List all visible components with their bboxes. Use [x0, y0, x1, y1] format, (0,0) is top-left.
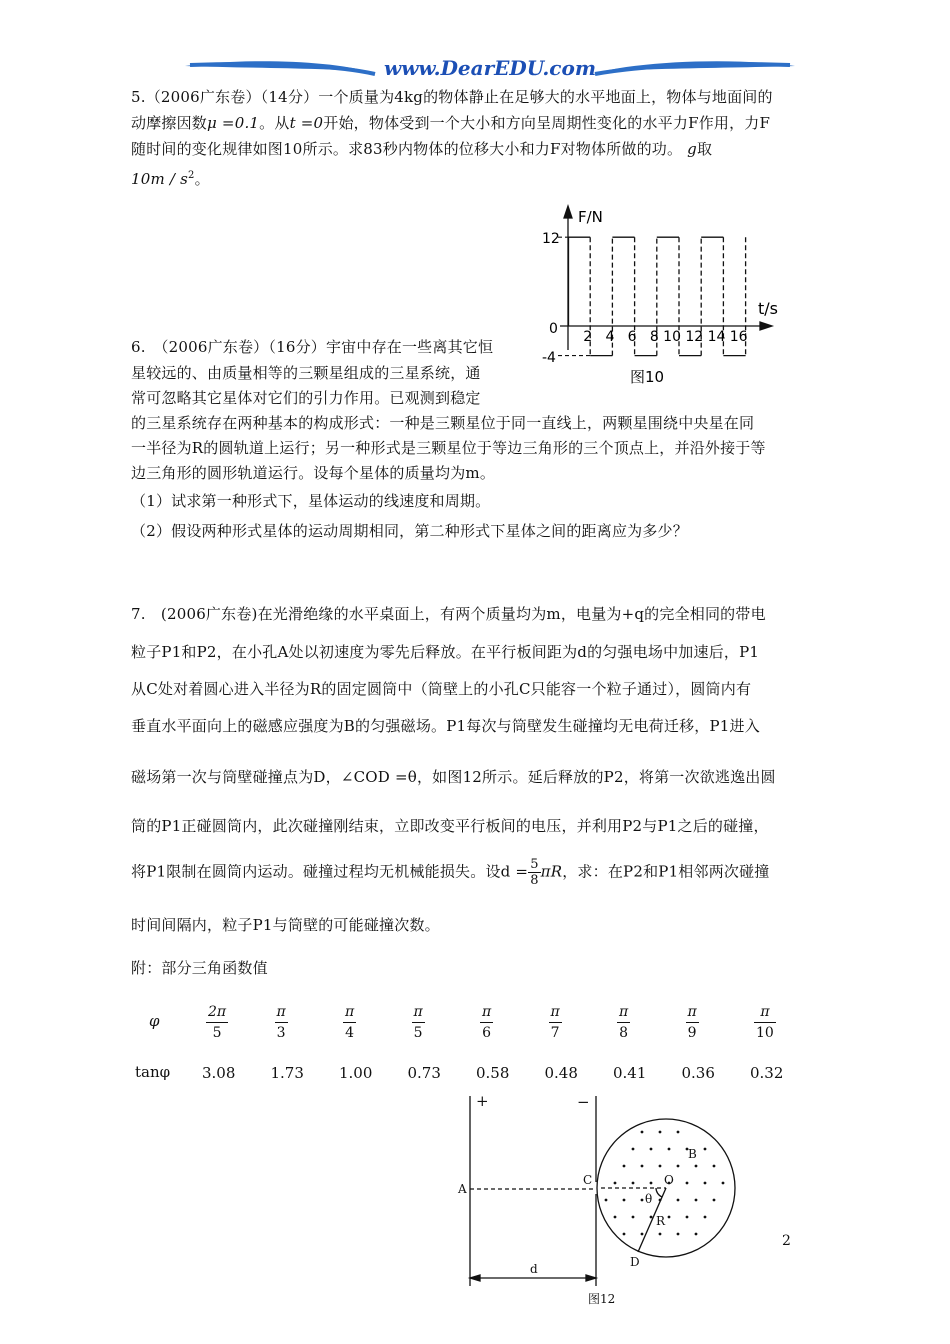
plus-label: + [476, 1092, 489, 1110]
fraction-5-8: $\frac{5}{8}$ [530, 857, 539, 888]
label-theta: θ [645, 1192, 653, 1206]
x-tick-label: 6 [627, 329, 637, 345]
q7-line1: 7. (2006广东卷)在光滑绝缘的水平桌面上，有两个质量均为m，电量为+q的完全相同的带电 [131, 605, 766, 623]
field-dot [713, 1199, 716, 1202]
field-dot [632, 1216, 635, 1219]
x-axis-label: t/s [758, 299, 778, 318]
field-dot [686, 1182, 689, 1185]
appendix-title: 附：部分三角函数值 [131, 959, 268, 977]
angle-fraction: $\frac{\pi}{7}$ [550, 1004, 560, 1041]
label-A: A [458, 1182, 467, 1196]
angle-fraction: $\frac{\pi}{4}$ [345, 1004, 355, 1041]
field-dot [614, 1182, 617, 1185]
field-dot [623, 1165, 626, 1168]
tan-value: 1.00 [339, 1064, 373, 1082]
field-dot [704, 1148, 707, 1151]
field-dot [641, 1233, 644, 1236]
label-d: d [530, 1262, 538, 1276]
x-tick-label: 12 [685, 329, 704, 345]
q7-line6: 筒的P1正碰圆筒内，此次碰撞刚结束，立即改变平行板间的电压，并利用P2与P1之后的碰撞， [131, 817, 769, 835]
field-dot [695, 1233, 698, 1236]
angle-fraction: $\frac{2\pi}{5}$ [208, 1004, 227, 1041]
figure-12-apparatus [450, 1090, 750, 1310]
angle-fraction: $\frac{\pi}{6}$ [482, 1004, 492, 1041]
q6-sub2: （2）假设两种形式星体的运动周期相同，第二种形式下星体之间的距离应为多少？ [131, 522, 688, 540]
x-axis-arrow [760, 322, 772, 330]
minus-label: − [577, 1093, 590, 1111]
x-tick-label: 16 [729, 329, 748, 345]
q6-line5: 一半径为R的圆轨道上运行；另一种形式是三颗星位于等边三角形的三个顶点上，并沿外接于等 [131, 439, 766, 457]
field-dot [677, 1233, 680, 1236]
field-dot [614, 1216, 617, 1219]
angle-fraction: $\frac{\pi}{5}$ [413, 1004, 423, 1041]
angle-fraction: $\frac{\pi}{9}$ [687, 1004, 697, 1041]
q7-line7: 将P1限制在圆筒内运动。碰撞过程均无机械能损失。设d = $\frac{5}{8}$ πR，求：在P2和P1相邻两次碰撞 [131, 857, 770, 888]
q6-line4: 的三星系统存在两种基本的构成形式：一种是三颗星位于同一直线上，两颗星围绕中央星在同 [131, 414, 755, 432]
field-dot [722, 1182, 725, 1185]
label-D: D [630, 1255, 640, 1269]
tan-value: 0.41 [613, 1064, 647, 1082]
angle-fraction: $\frac{\pi}{8}$ [619, 1004, 629, 1041]
q6-line1: 6. （2006广东卷）（16分）宇宙中存在一些离其它恒 [131, 338, 494, 356]
angle-fraction: $\frac{\pi}{3}$ [276, 1004, 286, 1041]
page-number: 2 [782, 1233, 791, 1249]
q6-line3: 常可忽略其它星体对它们的引力作用。已观测到稳定 [131, 389, 481, 407]
y-tick-12: 12 [542, 231, 560, 247]
field-dot [641, 1199, 644, 1202]
x-tick-label: 10 [663, 329, 681, 345]
field-dot [713, 1165, 716, 1168]
field-dot [641, 1165, 644, 1168]
q6-line6: 边三角形的圆形轨道运行。设每个星体的质量均为m。 [131, 464, 496, 482]
figure-12-caption: 图12 [588, 1292, 616, 1306]
figure-10-caption: 图10 [630, 368, 665, 386]
field-dot [650, 1182, 653, 1185]
field-dot [668, 1148, 671, 1151]
field-dot [677, 1165, 680, 1168]
field-dot [632, 1148, 635, 1151]
tan-value: 3.08 [202, 1064, 236, 1082]
field-dot [704, 1182, 707, 1185]
tan-row-label: tanφ [135, 1063, 171, 1081]
tan-value: 0.58 [476, 1064, 510, 1082]
q7-line3: 从C处对着圆心进入半径为R的固定圆筒中（筒壁上的小孔C只能容一个粒子通过），圆筒内有 [131, 680, 752, 698]
q7-line4: 垂直水平面向上的磁感应强度为B的匀强磁场。P1每次与筒壁发生碰撞均无电荷迁移，P1进入 [131, 717, 760, 735]
field-dot [659, 1199, 662, 1202]
y-tick-minus4: -4 [542, 350, 556, 366]
label-B: B [688, 1147, 697, 1161]
x-tick-label: 14 [707, 329, 726, 345]
q5-line4: $10m / s^2$。 [131, 170, 210, 188]
q6-sub1: （1）试求第一种形式下，星体运动的线速度和周期。 [131, 492, 491, 510]
label-O: O [664, 1173, 674, 1187]
field-dot [677, 1199, 680, 1202]
q7-line5: 磁场第一次与筒壁碰撞点为D，∠COD =θ，如图12所示。延后释放的P2，将第一次欲逃逸出圆 [131, 768, 776, 786]
x-tick-label: 4 [605, 329, 615, 345]
y-axis-arrow [564, 206, 572, 218]
label-C: C [583, 1173, 593, 1187]
x-tick-label: 8 [649, 329, 659, 345]
q7-line2: 粒子P1和P2，在小孔A处以初速度为零先后释放。在平行板间距为d的匀强电场中加速后，P1 [131, 643, 760, 661]
q7-line8: 时间间隔内，粒子P1与筒壁的可能碰撞次数。 [131, 916, 440, 934]
field-dot [695, 1165, 698, 1168]
field-dot [659, 1233, 662, 1236]
q5-line3: 随时间的变化规律如图10所示。求83秒内物体的位移大小和力F对物体所做的功。 g取 [131, 140, 713, 158]
x-tick-label: 2 [583, 329, 593, 345]
q5-line1: 5.（2006广东卷）（14分）一个质量为4kg的物体静止在足够大的水平地面上，物体与地面间的 [131, 88, 773, 106]
q6-line2: 星较远的、由质量相等的三颗星组成的三星系统，通 [131, 364, 481, 382]
tan-value: 0.36 [681, 1064, 715, 1082]
field-dot [677, 1131, 680, 1134]
q5-line2: 动摩擦因数μ =0.1。从t =0开始，物体受到一个大小和方向呈周期性变化的水平力F作用，力F [131, 114, 771, 132]
origin-label: 0 [549, 321, 558, 337]
angle-fraction: $\frac{\pi}{10}$ [756, 1004, 774, 1041]
field-dot [659, 1165, 662, 1168]
theta-arc [656, 1188, 662, 1197]
field-dot [695, 1199, 698, 1202]
y-axis-label: F/N [578, 208, 603, 226]
field-dot [632, 1182, 635, 1185]
site-name: www.DearEDU.com [383, 56, 597, 80]
field-dot [659, 1131, 662, 1134]
field-dot [686, 1216, 689, 1219]
phi-header: φ [149, 1012, 160, 1030]
field-dot [623, 1233, 626, 1236]
field-dot [641, 1131, 644, 1134]
field-dot [668, 1216, 671, 1219]
field-dot [704, 1216, 707, 1219]
field-dot [623, 1199, 626, 1202]
field-dot [650, 1216, 653, 1219]
tan-value: 0.32 [750, 1064, 784, 1082]
tan-value: 0.73 [407, 1064, 441, 1082]
tan-value: 1.73 [270, 1064, 304, 1082]
tan-value: 0.48 [544, 1064, 578, 1082]
field-dot [650, 1148, 653, 1151]
field-dot [605, 1199, 608, 1202]
label-R: R [656, 1214, 666, 1228]
figure-10-force-time-graph [520, 200, 810, 390]
